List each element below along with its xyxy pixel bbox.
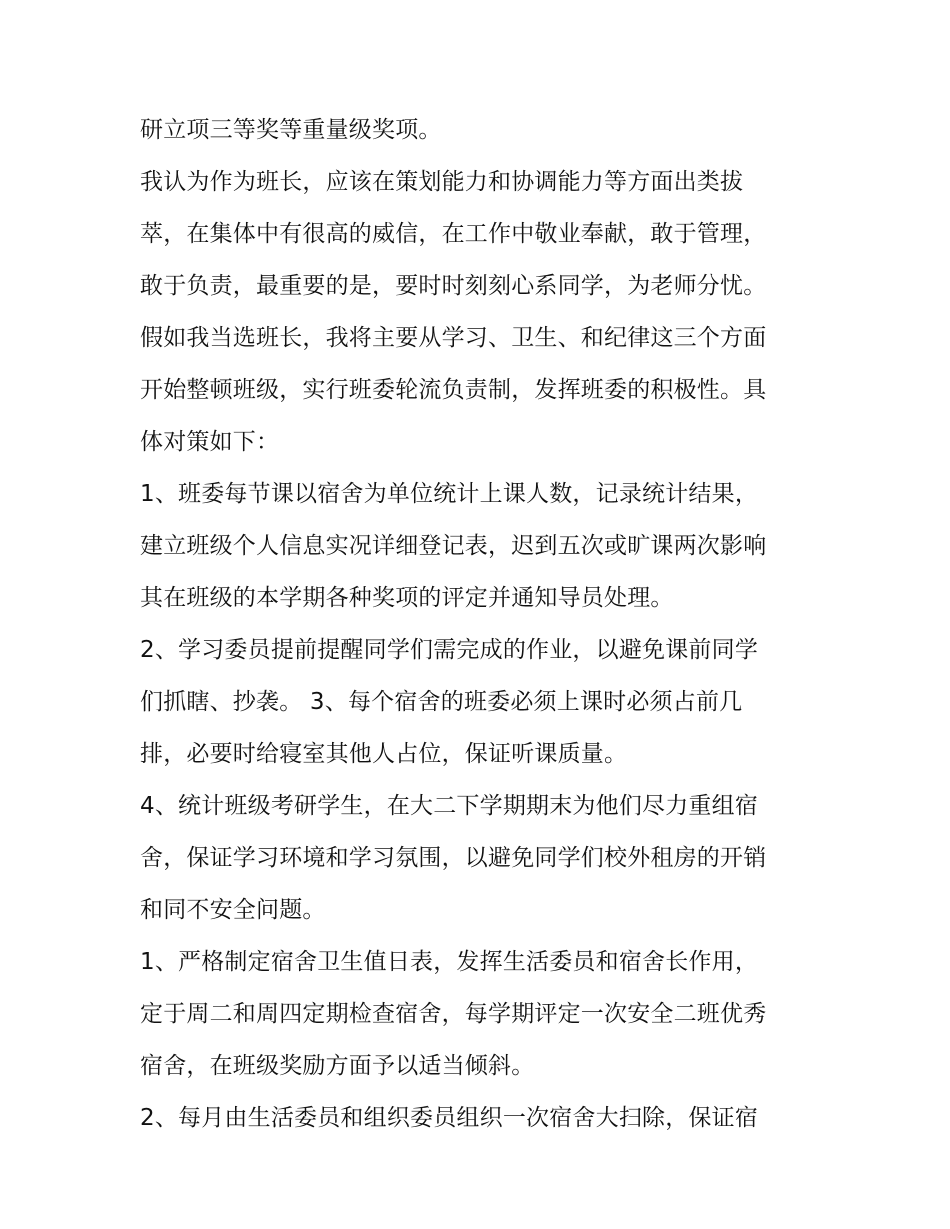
text-line: 和同不安全问题。 [140,897,326,923]
text-line: 建立班级个人信息实况详细登记表，迟到五次或旷课两次影响 [140,533,767,559]
text-line: 舍，保证学习环境和学习氛围，以避免同学们校外租房的开销 [140,845,767,871]
text-line: 定于周二和周四定期检查宿舍，每学期评定一次安全二班优秀 [140,1001,767,1027]
text-line: 敢于负责，最重要的是，要时时刻刻心系同学，为老师分忧。 [140,273,767,299]
text-line: 体对策如下： [140,429,280,455]
text-line: 2、每月由生活委员和组织委员组织一次宿舍大扫除，保证宿 [140,1105,759,1131]
text-line: 研立项三等奖等重量级奖项。 [140,117,442,143]
text-line: 假如我当选班长，我将主要从学习、卫生、和纪律这三个方面 [140,325,767,351]
text-line: 2、学习委员提前提醒同学们需完成的作业，以避免课前同学 [140,637,759,663]
text-line: 4、统计班级考研学生，在大二下学期期末为他们尽力重组宿 [140,793,759,819]
text-line: 我认为作为班长，应该在策划能力和协调能力等方面出类拔 [140,169,744,195]
text-line: 1、严格制定宿舍卫生值日表，发挥生活委员和宿舍长作用， [140,949,759,975]
text-line: 其在班级的本学期各种奖项的评定并通知导员处理。 [140,585,674,611]
text-line: 排，必要时给寝室其他人占位，保证听课质量。 [140,741,628,767]
text-line: 萃，在集体中有很高的威信，在工作中敬业奉献，敢于管理， [140,221,767,247]
text-line: 1、班委每节课以宿舍为单位统计上课人数，记录统计结果， [140,481,759,507]
text-line: 们抓瞎、抄袭。 3、每个宿舍的班委必须上课时必须占前几 [140,689,743,715]
text-line: 宿舍，在班级奖励方面予以适当倾斜。 [140,1053,535,1079]
document-body [140,108,812,1148]
text-line: 开始整顿班级，实行班委轮流负责制，发挥班委的积极性。具 [140,377,767,403]
